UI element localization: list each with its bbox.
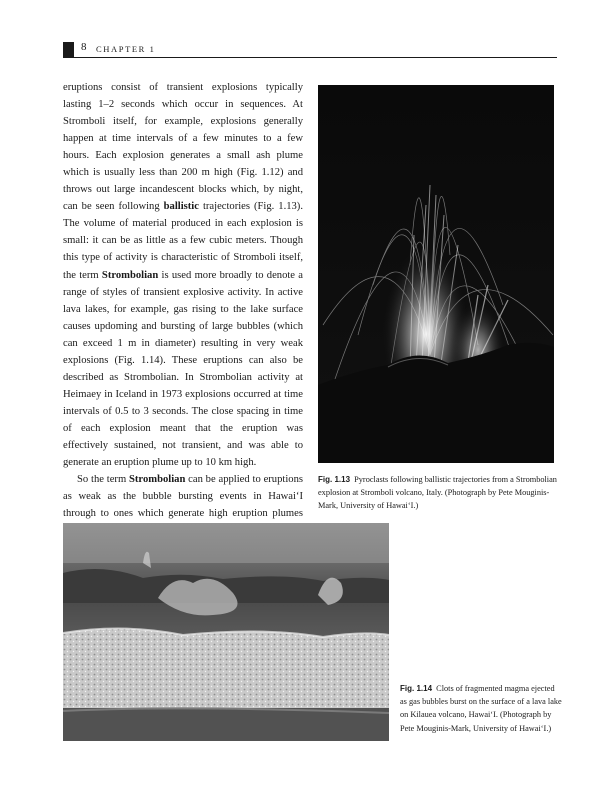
caption-text: Clots of fragmented magma ejected as gas bubbles burst on the surface of a lava lake on Kilauea volcano, Hawai‘I. (Photograph by Pete Mouginis-Mark, University of Hawai‘I.) (400, 684, 562, 733)
lava-lake-image (63, 523, 389, 741)
header-rule (74, 57, 557, 58)
figure-1-14-caption (400, 682, 562, 735)
page-number: 8 (81, 41, 87, 53)
paragraph-1 (63, 79, 303, 471)
text-run: eruptions consist of transient explosions typically lasting 1–2 seconds which occur in sequences. At Stromboli itself, for example, explosions generally happen at time intervals of a few minutes to a few hours. Each explosion generates a small ash plume which is usually less than 200 m high (Fig. 1.12) and throws out large incandescent blocks which, by night, can be seen following (63, 82, 303, 213)
term-strombolian: Strombolian (129, 474, 186, 486)
text-run: trajectories (Fig. 1.13). The volume of material produced in each explosion is small: it can be as little as a few cubic meters. Though this type of activity is characteristic of Stromboli itself, the term (63, 201, 303, 281)
text-run: is used more broadly to denote a range of styles of transient explosive activity. In active lava lakes, for example, gas rising to the lake surface causes updoming and bursting of large bubbles (which can exceed 1 m in diameter) resulting in very weak explosions (Fig. 1.14). These eruptions can also be described as Strombolian. In Strombolian activity at Heimaey in Iceland in 1973 explosions occurred at time intervals of 0.5 to 3 seconds. The close spacing in time of each explosion meant that the eruption was effectively sustained, not transient, and was able to generate an eruption plume up to 10 km high. (63, 269, 303, 469)
term-strombolian: Strombolian (101, 269, 159, 281)
term-ballistic: ballistic (163, 201, 199, 213)
figure-label: Fig. 1.13 (318, 475, 351, 484)
chapter-label: CHAPTER 1 (96, 44, 156, 54)
figure-label: Fig. 1.14 (400, 684, 433, 693)
figure-1-14-photo (63, 523, 389, 741)
text-run: can be applied to eruptions as weak as the bubble bursting events in Hawai‘I through to ones which generate high eruption plumes (63, 474, 303, 520)
header-bar (63, 42, 74, 58)
figure-1-13-photo (318, 85, 554, 463)
caption-text: Pyroclasts following ballistic trajectories from a Strombolian explosion at Stromboli volcano, Italy. (Photograph by Pete Mouginis-Mark, University of Hawai‘I.) (318, 475, 557, 511)
stromboli-eruption-image (318, 85, 554, 463)
figure-1-13-caption (318, 473, 558, 513)
body-text (63, 79, 303, 556)
text-run: So the term (77, 474, 130, 486)
